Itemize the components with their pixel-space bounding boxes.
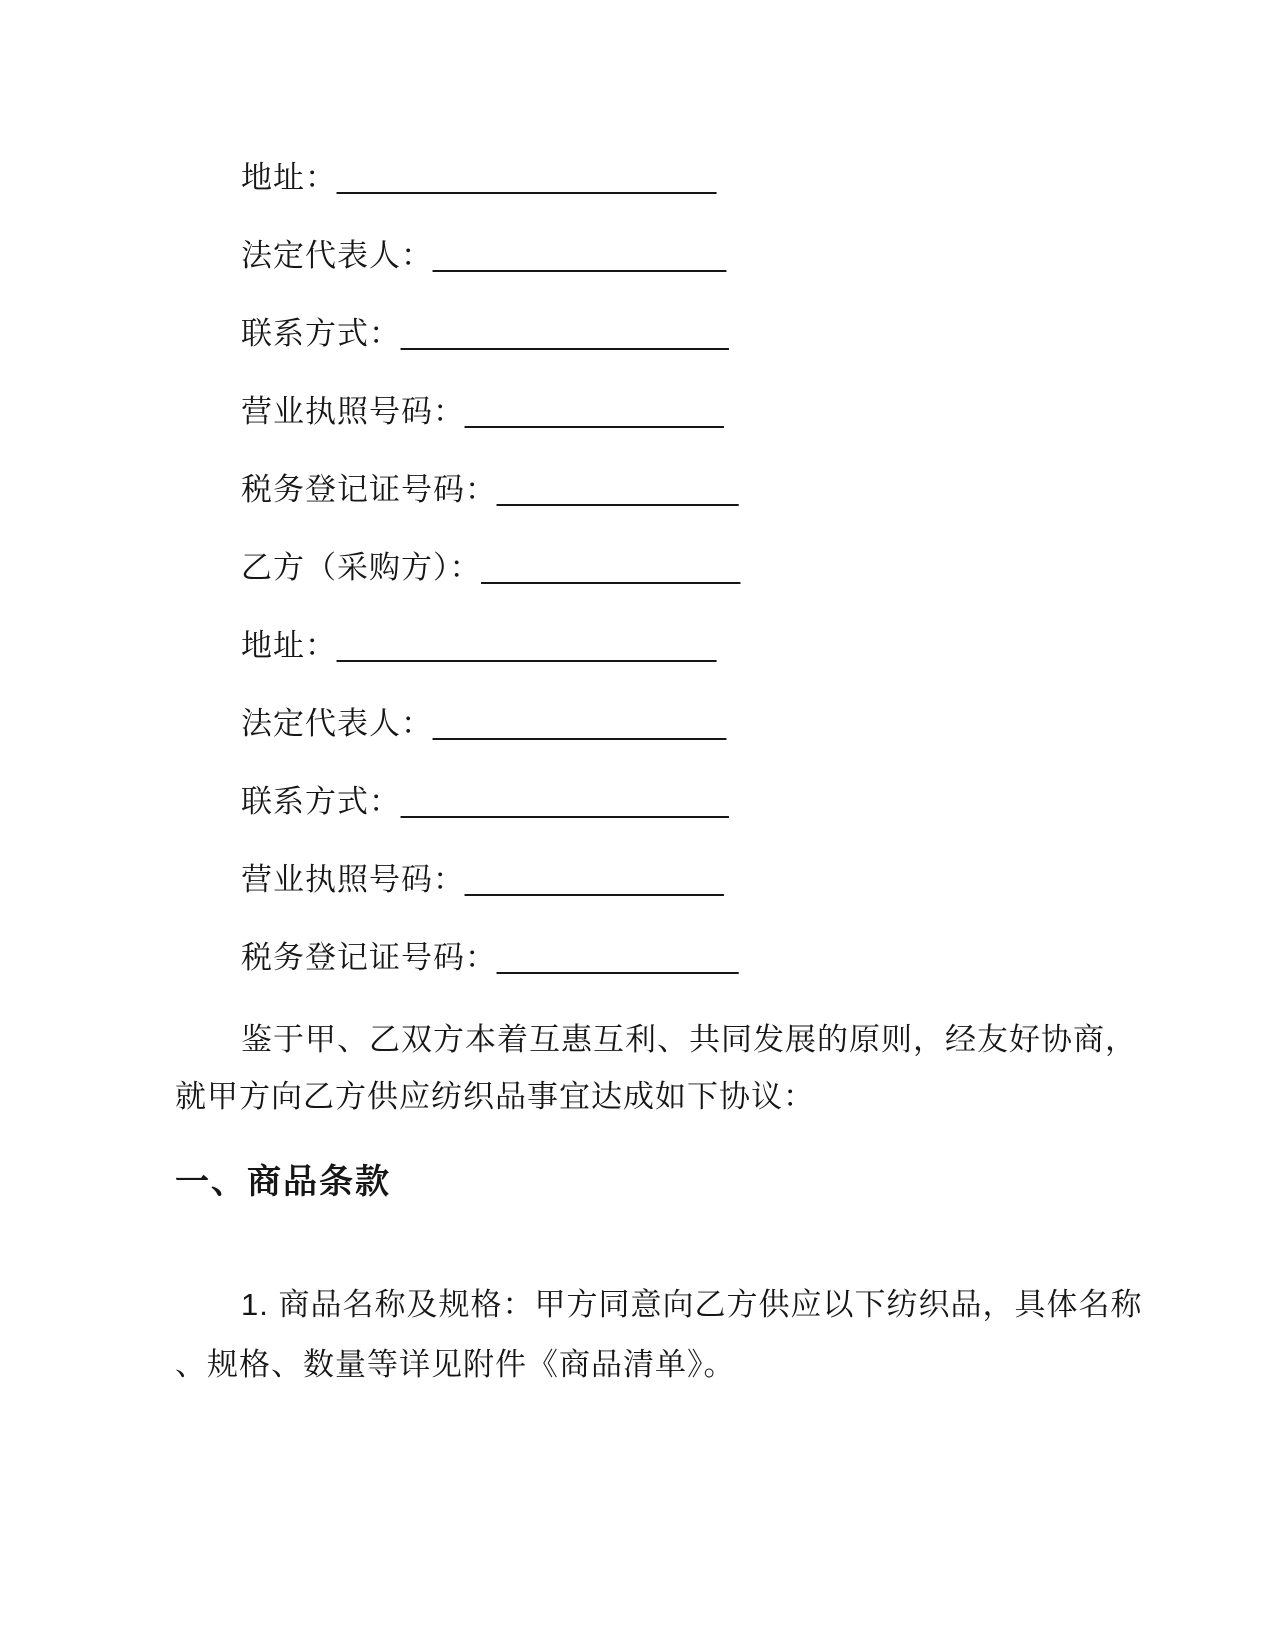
field-blank-line[interactable]: ______________ [497,940,739,975]
form-field-row-tax-id-1 [175,451,1110,529]
field-label: 法定代表人： [241,238,433,273]
preamble-line-1: 鉴于甲、乙双方本着互惠互利、共同发展的原则，经友好协商， [241,1022,1137,1057]
form-field-row-legal-rep-2 [175,685,1110,763]
form-field-row-party-b [175,529,1110,607]
field-blank-line[interactable]: ______________________ [337,160,717,195]
field-label: 税务登记证号码： [241,940,497,975]
form-field-row-address-2 [175,607,1110,685]
field-blank-line[interactable]: ______________________ [337,628,717,663]
form-field-row-tax-id-2 [175,919,1110,997]
form-field-row-contact-1 [175,295,1110,373]
form-field-row-contact-2 [175,763,1110,841]
field-label: 联系方式： [241,784,401,819]
field-label: 法定代表人： [241,706,433,741]
field-blank-line[interactable]: ___________________ [401,784,729,819]
preamble-line-2: 就甲方向乙方供应纺织品事宜达成如下协议： [175,1079,815,1114]
field-blank-line[interactable]: ______________ [497,472,739,507]
section-heading-goods-terms: 一、商品条款 [175,1163,391,1201]
field-label: 乙方（采购方）： [241,550,482,585]
field-blank-line[interactable]: ___________________ [401,316,729,351]
form-fields-section [175,139,1110,997]
field-blank-line[interactable]: _______________ [465,862,724,897]
form-field-row-address-1 [175,139,1110,217]
form-field-row-legal-rep-1 [175,217,1110,295]
field-blank-line[interactable]: _________________ [433,706,727,741]
field-label: 联系方式： [241,316,401,351]
field-label: 营业执照号码： [241,862,465,897]
clause-1-paragraph [175,1275,1143,1395]
clause-1-line-1: 1. 商品名称及规格：甲方同意向乙方供应以下纺织品，具体名称 [241,1287,1143,1322]
field-label: 税务登记证号码： [241,472,497,507]
field-label: 地址： [241,160,337,195]
field-label: 营业执照号码： [241,394,465,429]
field-blank-line[interactable]: _______________ [465,394,724,429]
form-field-row-license-1 [175,373,1110,451]
form-field-row-license-2 [175,841,1110,919]
field-blank-line[interactable]: _________________ [433,238,727,273]
field-label: 地址： [241,628,337,663]
field-blank-line[interactable]: _______________ [481,550,741,585]
clause-1-line-2: 、规格、数量等详见附件《商品清单》。 [175,1347,736,1382]
preamble-paragraph [175,1011,1137,1125]
